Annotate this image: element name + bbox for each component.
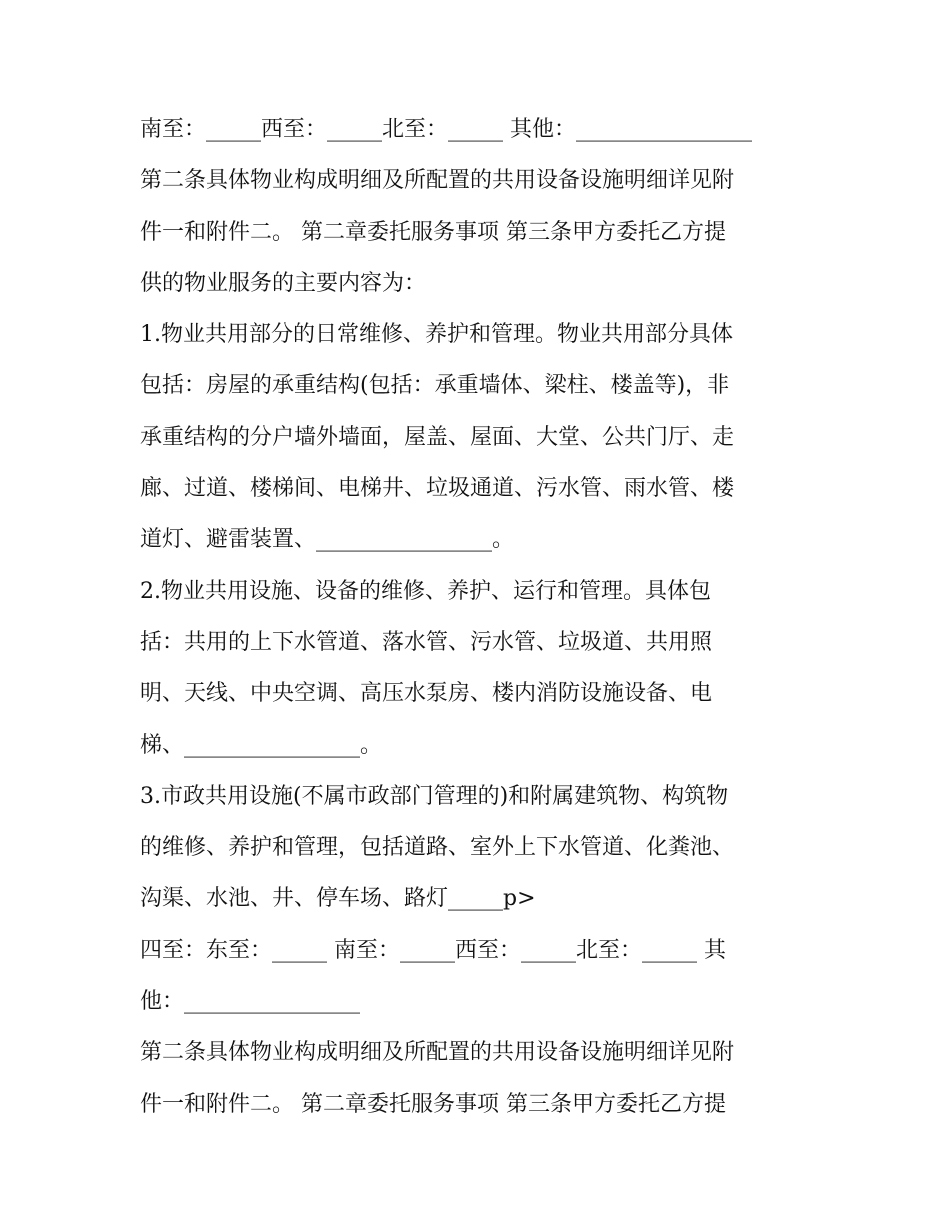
text-line: 供的物业服务的主要内容为： bbox=[140, 270, 427, 296]
text-line: 第二条具体物业构成明细及所配置的共用设备设施明细详见附 bbox=[140, 1040, 735, 1066]
text-line: 2.物业共用设施、设备的维修、养护、运行和管理。具体包 bbox=[140, 578, 711, 604]
text-line: 件一和附件二。 第二章委托服务事项 第三条甲方委托乙方提 bbox=[140, 1091, 726, 1117]
text-line: 3.市政共用设施(不属市政部门管理的)和附属建筑物、构筑物 bbox=[140, 783, 729, 809]
text-line: 南至：_____西至：_____北至：_____ 其他：________________ bbox=[140, 117, 752, 142]
text-line: 明、天线、中央空调、高压水泵房、楼内消防设施设备、电 bbox=[140, 681, 713, 707]
text-line: 道灯、避雷装置、________________。 bbox=[140, 527, 515, 553]
document-body bbox=[140, 104, 820, 1130]
text-line: 包括：房屋的承重结构(包括：承重墙体、梁柱、楼盖等)，非 bbox=[140, 373, 730, 399]
text-line: 的维修、养护和管理，包括道路、室外上下水管道、化粪池、 bbox=[140, 835, 735, 861]
text-line: 四至：东至：_____ 南至：_____西至：_____北至：_____ 其 bbox=[140, 937, 726, 963]
text-line: 括：共用的上下水管道、落水管、污水管、垃圾道、共用照 bbox=[140, 629, 713, 655]
text-line: 沟渠、水池、井、停车场、路灯_____p> bbox=[140, 886, 536, 912]
text-line: 廊、过道、楼梯间、电梯井、垃圾通道、污水管、雨水管、楼 bbox=[140, 476, 735, 502]
text-line: 第二条具体物业构成明细及所配置的共用设备设施明细详见附 bbox=[140, 168, 735, 194]
text-line: 承重结构的分户墙外墙面，屋盖、屋面、大堂、公共门厅、走 bbox=[140, 424, 735, 450]
text-line: 梯、________________。 bbox=[140, 732, 383, 758]
text-line: 他：________________ bbox=[140, 989, 361, 1015]
text-line: 件一和附件二。 第二章委托服务事项 第三条甲方委托乙方提 bbox=[140, 219, 726, 245]
text-line: 1.物业共用部分的日常维修、养护和管理。物业共用部分具体 bbox=[140, 322, 733, 348]
